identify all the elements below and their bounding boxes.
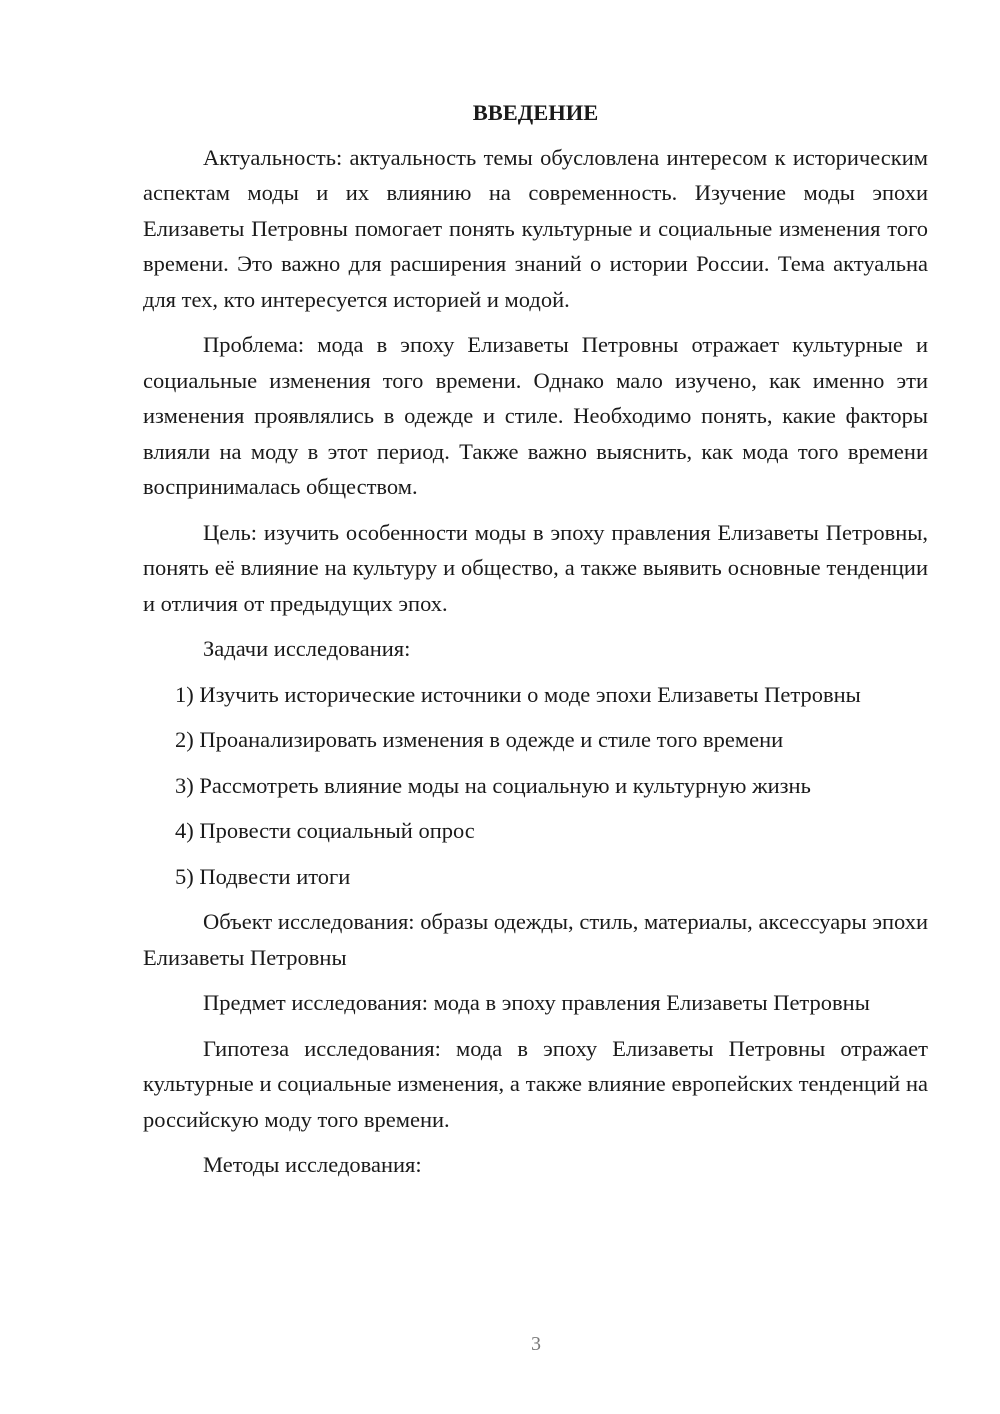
tasks-heading: Задачи исследования: [203,636,411,661]
object-paragraph: Объект исследования: образы одежды, стиль, материалы, аксессуары эпохи Елизаветы Петровны [143,909,928,970]
subject-paragraph: Предмет исследования: мода в эпоху правления Елизаветы Петровны [203,990,870,1015]
relevance-paragraph: Актуальность: актуальность темы обусловлена интересом к историческим аспектам моды и их влиянию на современность. Изучение моды эпохи Елизаветы Петровны помогает понять культурные и социальные изменения того времени. Это важно для расширения знаний о истории России. Тема актуальна для тех, кто интересуется историей и модой. [143,144,928,312]
task-item-1: 1) Изучить исторические источники о моде эпохи Елизаветы Петровны [175,681,861,707]
task-item-3: 3) Рассмотреть влияние моды на социальную и культурную жизнь [175,772,811,798]
goal-paragraph: Цель: изучить особенности моды в эпоху правления Елизаветы Петровны, понять её влияние на культуру и общество, а также выявить основные тенденции и отличия от предыдущих эпох. [143,519,928,616]
hypothesis-paragraph: Гипотеза исследования: мода в эпоху Елизаветы Петровны отражает культурные и социальные изменения, а также влияние европейских тенденций на российскую моду того времени. [143,1035,928,1132]
methods-heading: Методы исследования: [203,1152,422,1177]
page-number: 3 [531,1333,541,1355]
task-item-4: 4) Провести социальный опрос [175,818,475,843]
task-item-2: 2) Проанализировать изменения в одежде и стиле того времени [175,727,784,752]
problem-paragraph: Проблема: мода в эпоху Елизаветы Петровны отражает культурные и социальные изменения того времени. Однако мало изучено, как именно эти изменения проявлялись в одежде и стиле. Необходимо понять, какие факторы влияли на моду в этот период. Также важно выяснить, как мода того времени воспринималась обществом. [143,332,928,499]
page-content [143,95,928,1193]
tasks-list [143,677,928,895]
task-item-5: 5) Подвести итоги [175,863,351,889]
page-title: ВВЕДЕНИЕ [472,100,599,125]
